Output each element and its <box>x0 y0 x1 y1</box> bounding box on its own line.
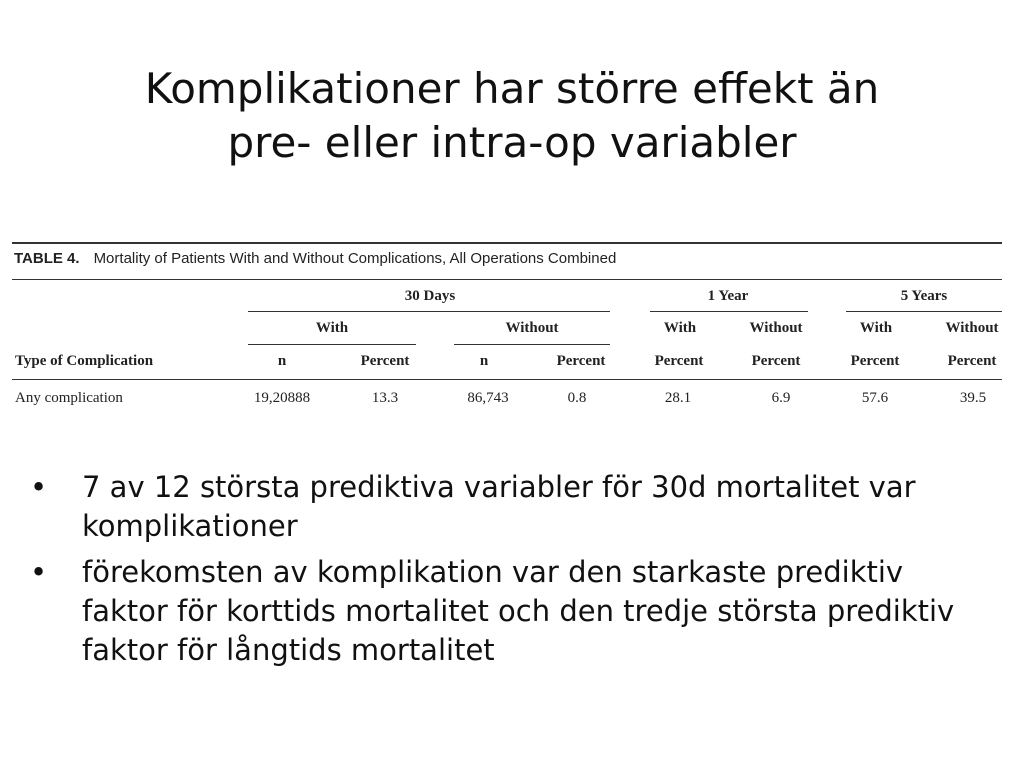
bullet-text: förekomsten av komplikation var den starkaste prediktiv faktor för korttids mortalitet och den tredje största prediktiv faktor för långtids mortalitet <box>82 555 955 667</box>
table-caption-text: Mortality of Patients With and Without Complications, All Operations Combined <box>93 250 617 267</box>
group-header-5-years: 5 Years <box>900 288 948 304</box>
bullet-item <box>30 553 990 670</box>
group-rule-5-years <box>846 311 1002 312</box>
slide-title-line-1: Komplikationer har större effekt än <box>144 64 880 113</box>
subgroup-rule-30d-with <box>248 344 416 345</box>
group-header-1-year: 1 Year <box>707 288 749 304</box>
header-bottom-rule <box>12 379 1002 380</box>
column-header: Percent <box>850 353 900 369</box>
group-rule-1-year <box>650 311 808 312</box>
caption-rule <box>12 279 1002 280</box>
table-cell: 39.5 <box>959 390 987 406</box>
table-cell: 57.6 <box>861 390 889 406</box>
bullet-marker: • <box>30 470 48 504</box>
subgroup-5y-with: With <box>859 320 893 336</box>
table-cell: 28.1 <box>664 390 692 406</box>
subgroup-5y-without: Without <box>945 320 999 336</box>
row-header: Type of Complication <box>15 353 154 369</box>
table-top-rule <box>12 242 1002 244</box>
subgroup-1y-with: With <box>663 320 697 336</box>
bullet-marker: • <box>30 555 48 589</box>
row-label: Any complication <box>15 390 123 406</box>
column-header: Percent <box>751 353 801 369</box>
group-header-30-days: 30 Days <box>404 288 456 304</box>
table-cell: 19,20888 <box>253 390 311 406</box>
bullet-item <box>30 468 990 546</box>
subgroup-1y-without: Without <box>749 320 803 336</box>
subgroup-rule-30d-without <box>454 344 610 345</box>
subgroup-30d-with: With <box>315 320 349 336</box>
column-header: Percent <box>360 353 410 369</box>
bullet-text: 7 av 12 största prediktiva variabler för 30d mortalitet var komplikationer <box>82 470 916 543</box>
table-label: TABLE 4. <box>14 250 80 267</box>
table-cell: 86,743 <box>467 390 509 406</box>
column-header: n <box>479 353 489 369</box>
group-rule-30-days <box>248 311 610 312</box>
column-header: Percent <box>947 353 997 369</box>
table-cell: 6.9 <box>771 390 791 406</box>
table-caption <box>14 250 616 267</box>
slide-title-line-2: pre- eller intra-op variabler <box>227 118 797 167</box>
table-cell: 0.8 <box>567 390 587 406</box>
slide-title <box>0 62 1024 170</box>
bullet-list <box>30 468 990 677</box>
column-header: n <box>277 353 287 369</box>
column-header: Percent <box>556 353 606 369</box>
subgroup-30d-without: Without <box>505 320 559 336</box>
column-header: Percent <box>654 353 704 369</box>
table-cell: 13.3 <box>371 390 399 406</box>
